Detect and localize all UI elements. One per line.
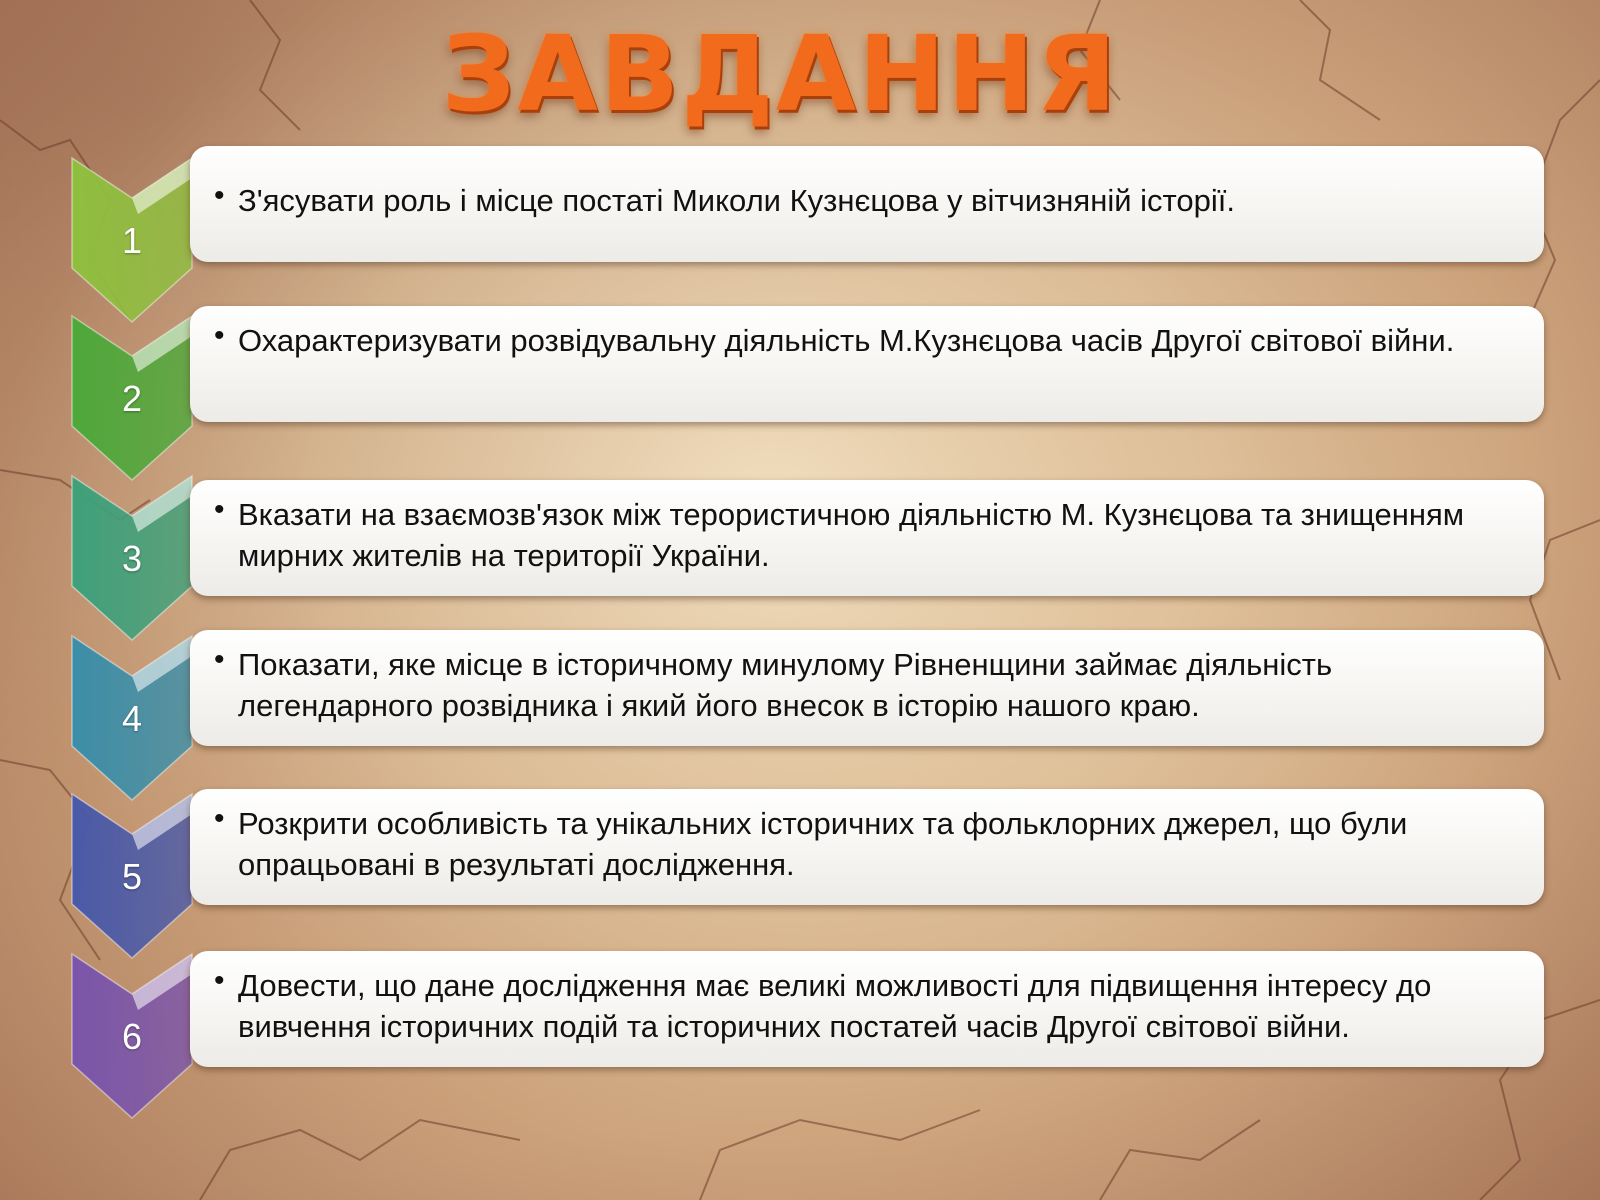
task-text: З'ясувати роль і місце постаті Миколи Кузнєцова у вітчизняній історії.	[238, 183, 1235, 218]
step-number: 2	[121, 378, 143, 419]
step-chevron-2	[68, 306, 196, 486]
step-number: 6	[121, 1016, 143, 1057]
bullet-icon: •	[214, 319, 225, 352]
bullet-icon: •	[214, 802, 225, 835]
step-number: 1	[121, 220, 143, 261]
step-chevron-1	[68, 148, 196, 328]
step-chevron-5	[68, 784, 196, 964]
step-chevron-3	[68, 466, 196, 646]
step-chevron-4	[68, 626, 196, 806]
task-box-4	[190, 630, 1544, 746]
step-number: 5	[121, 856, 143, 897]
slide-title: ЗАВДАННЯ	[441, 13, 1119, 135]
bullet-icon: •	[214, 964, 225, 997]
step-number: 4	[121, 698, 143, 739]
task-box-1	[190, 146, 1544, 262]
task-box-2	[190, 306, 1544, 422]
task-box-3	[190, 480, 1544, 596]
task-box-5	[190, 789, 1544, 905]
task-box-6	[190, 951, 1544, 1067]
task-text: Розкрити особливість та унікальних історичних та фольклорних джерел, що були опрацьовані в результаті дослідження.	[238, 806, 1408, 882]
step-chevron-6	[68, 944, 196, 1124]
step-number: 3	[121, 538, 143, 579]
task-text: Охарактеризувати розвідувальну діяльність М.Кузнєцова часів Другої світової війни.	[238, 323, 1455, 358]
bullet-icon: •	[214, 643, 225, 676]
bullet-icon: •	[214, 493, 225, 526]
task-text: Вказати на взаємозв'язок між терористичною діяльністю М. Кузнєцова та знищенням мирних жителів на території України.	[238, 497, 1465, 573]
bullet-icon: •	[214, 179, 225, 212]
task-text: Показати, яке місце в історичному минулому Рівненщини займає діяльність легендарного розвідника і який його внесок в історію нашого краю.	[238, 647, 1333, 723]
task-text: Довести, що дане дослідження має великі можливості для підвищення інтересу до вивчення історичних подій та історичних постатей часів Другої світової війни.	[238, 968, 1432, 1044]
